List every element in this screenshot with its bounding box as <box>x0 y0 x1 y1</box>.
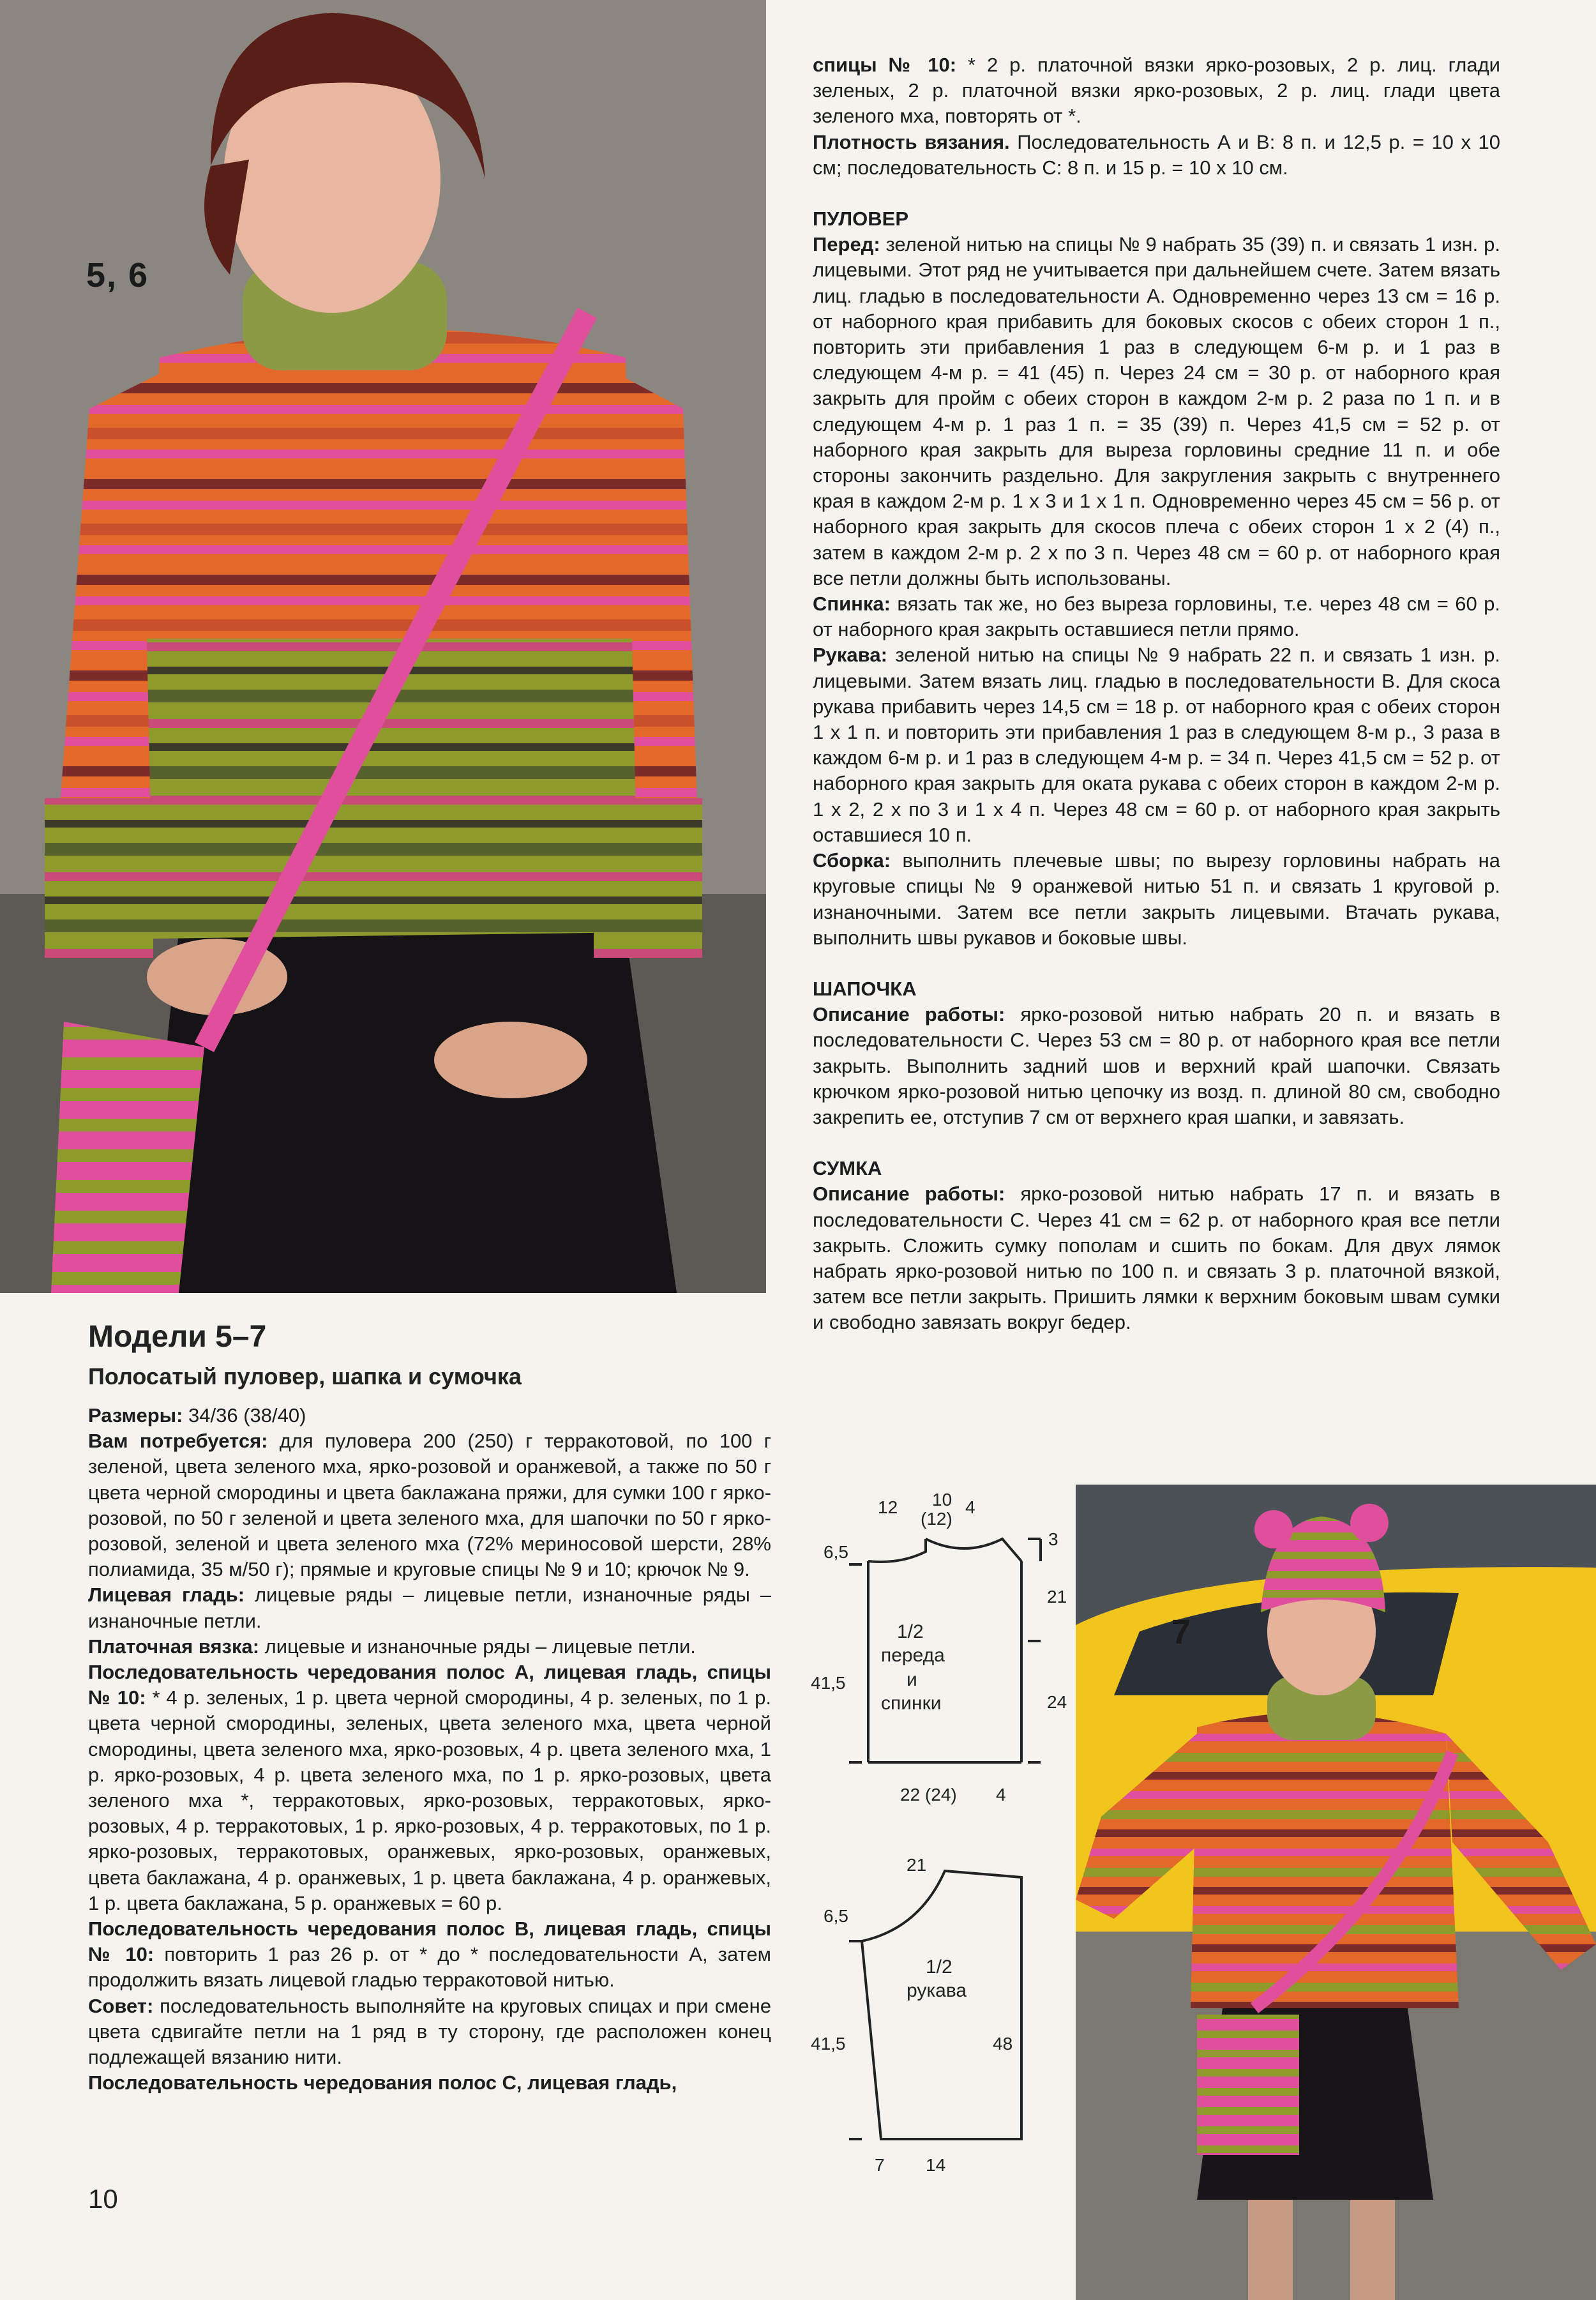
photo-label-bottom: 7 <box>1171 1613 1193 1651</box>
intro-paragraph: спицы № 10: * 2 р. платочной вязки ярко-розовых, 2 р. лиц. глади зеленых, 2 р. платочной вязки ярко-розовых, 2 р. лиц. глади цвета зеленого мха, повторять от *. <box>813 54 1500 128</box>
materials-paragraph: Последовательность чередования полос С, лицевая гладь, <box>88 2071 677 2094</box>
pullover-paragraph: Спинка: вязать так же, но без выреза горловины, т.е. через 48 см = 60 р. от наборного края закрыть оставшиеся петли прямо. <box>813 593 1500 641</box>
dim-sleeve-bottom-width: 14 <box>926 2155 946 2175</box>
dim-left-top: 6,5 <box>824 1542 848 1562</box>
model-subtitle: Полосатый пуловер, шапка и сумочка <box>88 1363 522 1389</box>
dim-right-upper: 21 <box>1047 1587 1067 1607</box>
dim-left-total: 41,5 <box>811 1673 846 1693</box>
sleeve-label: рукава <box>907 1980 967 2001</box>
bag-paragraph: Описание работы: ярко-розовой нитью набрать 17 п. и вязать в последовательности С. Через 41 см = 62 р. от наборного края все петли закрыть. Сложить сумку пополам и сшить по бокам. Для двух лямок набрать ярко-розовой нитью по 100 п. и связать 3 р. платочной вязкой, затем все петли закрыть. Пришить лямки к верхним боковым швам сумки и свободно завязать вокруг бедер. <box>813 1183 1500 1334</box>
neckline <box>926 1539 1021 1561</box>
pattern-schematic <box>811 1481 1079 2184</box>
dim-bottom-edge: 4 <box>996 1785 1006 1804</box>
materials-paragraph: Платочная вязка: лицевые и изнаночные ряды – лицевые петли. <box>88 1635 696 1658</box>
materials-paragraph: Лицевая гладь: лицевые ряды – лицевые петли, изнаночные ряды – изнаночные петли. <box>88 1584 772 1632</box>
materials-paragraph: Последовательность чередования полос А, лицевая гладь, спицы № 10: * 4 р. зеленых, 1 р. цвета черной смородины, 4 р. зеленых, по 1 р. цвета черной смородины, зеленых, цвета зеленого мха, цвета черной смородины, цвета зеленого мха, ярко-розовых, 4 р. цвета зеленого мха, 1 р. ярко-розовых, 4 р. цвета зеленого мха, по 1 р. ярко-розовых, цвета зеленого мха *, терракотовых, ярко-розовых, терракотовых, ярко-розовых, 4 р. терракотовых, 1 р. ярко-розовых, 4 р. терракотовых, по 1 р. ярко-розовых, терракотовых, оранжевых, ярко-розовых, оранжевых, цвета баклажана, 4 р. оранжевых, 1 р. цвета баклажана, 4 р. оранжевых, 1 р. цвета баклажана, 5 р. оранжевых = 60 р. <box>88 1661 771 1914</box>
section-heading-pullover: ПУЛОВЕР <box>813 208 908 231</box>
body-label: 1/2 <box>897 1621 924 1642</box>
dim-neck-alt: (12) <box>921 1509 952 1529</box>
materials-paragraph: Вам потребуется: для пуловера 200 (250) г терракотовой, по 100 г зеленой, цвета зеленого мха, ярко-розовой и оранжевой, а также по 50 г цвета черной смородины и цвета баклажана пряжи, для сумки 100 г ярко-розовой, по 50 г зеленой и цвета зеленого мха, для шапочки по 50 г ярко-розовой, зеленой и цвета зеленого мха (72% мериносовой шерсти, 28% полиамида, 35 м/50 г); прямые и круговые спицы № 9 и 10; крючок № 9. <box>88 1430 771 1581</box>
dim-neck: 10 <box>932 1490 952 1509</box>
dim-top-edge: 4 <box>965 1497 975 1517</box>
model-title: Модели 5–7 <box>88 1320 267 1354</box>
dim-right-lower: 24 <box>1047 1692 1067 1712</box>
dim-shoulder: 12 <box>878 1497 898 1517</box>
photo-illustration <box>0 0 766 1293</box>
body-label: и <box>907 1669 917 1690</box>
materials-paragraph: Последовательность чередования полос В, лицевая гладь, спицы № 10: повторить 1 раз 26 р. от * до * последовательности А, затем продолжить вязать лицевой гладью терракотовой нитью. <box>88 1918 771 1992</box>
materials-paragraph: Размеры: 34/36 (38/40) <box>88 1404 306 1426</box>
dim-right-top: 3 <box>1048 1529 1058 1549</box>
sleeve-label: 1/2 <box>926 1956 952 1978</box>
dim-sleeve-top: 21 <box>907 1855 927 1875</box>
hat-paragraph: Описание работы: ярко-розовой нитью набрать 20 п. и вязать в последовательности С. Через 53 см = 80 р. от наборного края все петли закрыть. Выполнить задний шов и верхний край шапочки. Связать крючком ярко-розовой нитью цепочку из возд. п. длиной 80 см, свободно закрепить ее, отступив 7 см от верхнего края шапки, и завязать. <box>813 1003 1500 1128</box>
materials-paragraph: Совет: последовательность выполняйте на круговых спицах и при смене цвета сдвигайте петли на 1 ряд в ту сторону, где расположен конец подлежащей вязанию нити. <box>88 1994 771 2069</box>
pullover-paragraph: Перед: зеленой нитью на спицы № 9 набрать 35 (39) п. и связать 1 изн. р. лицевыми. Этот ряд не учитывается при дальнейшем счете. Затем вязать лиц. гладью в последовательности А. Одновременно через 13 см = 16 р. от наборного края прибавить для боковых скосов с обеих сторон 1 п., повторить эти прибавления 1 раз в следующем 6-м р. и 1 раз в следующем 4-м р. = 41 (45) п. Через 24 см = 30 р. от наборного края закрыть для пройм с обеих сторон в каждом 2-м р. 2 раза по 1 п. и в следующем 4-м р. 1 раз 1 п. = 35 (39) п. Через 41,5 см = 52 р. от наборного края закрыть для выреза горловины средние 11 п. и обе стороны закончить раздельно. Для закругления закрыть с внутреннего края в каждом 2-м р. 1 х 3 и 1 х 1 п. Одновременно через 45 см = 56 р. от наборного края закрыть для скосов плеча с обеих сторон 1 х 2 (4) п., затем в каждом 2-м р. 2 х по 3 п. Через 48 см = 60 р. от наборного края все петли должны быть использованы. <box>813 233 1500 589</box>
page-number: 10 <box>88 2184 118 2214</box>
dim-sleeve-left-total: 41,5 <box>811 2034 846 2054</box>
section-heading-hat: ШАПОЧКА <box>813 977 917 1000</box>
body-label: переда <box>881 1645 945 1666</box>
dim-sleeve-right-total: 48 <box>993 2034 1013 2054</box>
dim-bottom-width: 22 (24) <box>900 1785 957 1804</box>
sleeve-outline <box>862 1871 1021 2139</box>
section-heading-bag: СУМКА <box>813 1157 882 1180</box>
intro-paragraph: Плотность вязания. Последовательность А и В: 8 п. и 12,5 р. = 10 x 10 см; последовательность С: 8 п. и 15 р. = 10 x 10 см. <box>813 130 1500 179</box>
photo-label-top: 5, 6 <box>86 256 149 294</box>
pullover-paragraph: Сборка: выполнить плечевые швы; по вырезу горловины набрать на круговые спицы № 9 оранжевой нитью 51 п. и связать 1 круговой р. изнаночными. Затем все петли закрыть лицевыми. Втачать рукава, выполнить швы рукавов и боковые швы. <box>813 849 1500 949</box>
pullover-paragraph: Рукава: зеленой нитью на спицы № 9 набрать 22 п. и связать 1 изн. р. лицевыми. Затем вязать лиц. гладью в последовательности В. Для скоса рукава прибавить через 14,5 см = 18 р. от наборного края с обеих сторон 1 х 1 п. и повторить эти прибавления 1 раз в следующем 8-м р., 3 раза в каждом 6-м р. и 1 раз в следующем 4-м р. = 34 п. Через 41,5 см = 52 р. от наборного края закрыть для оката рукава с обеих сторон в каждом 2-м р. 1 х 2, 2 х по 3 и 1 х 4 п. Через 48 см = 60 р. от наборного края закрыть оставшиеся 10 п. <box>813 644 1500 846</box>
body-label: спинки <box>881 1693 942 1714</box>
dim-sleeve-left-top: 6,5 <box>824 1906 848 1926</box>
dim-sleeve-bottom-left: 7 <box>875 2155 885 2175</box>
photo-pullover-model <box>0 0 766 1293</box>
instructions-right-column <box>813 52 1500 1336</box>
instructions-left-column <box>88 1403 771 2096</box>
photo-hat-bag-model <box>1076 1485 1596 2300</box>
photo-illustration <box>1076 1485 1596 2300</box>
